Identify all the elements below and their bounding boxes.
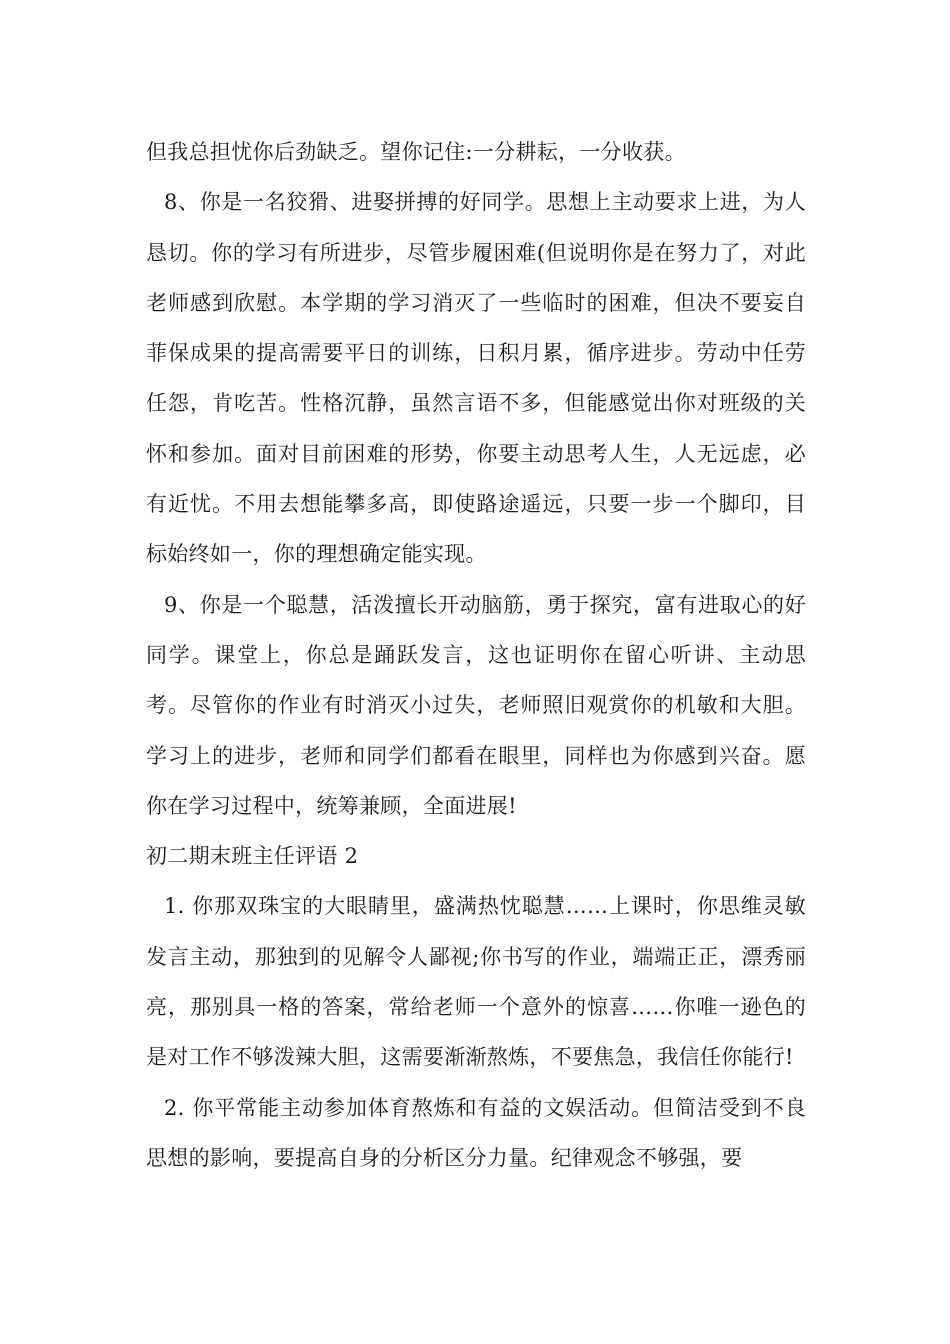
paragraph-section2-comment-2: 2. 你平常能主动参加体育熬炼和有益的文娱活动。但简洁受到不良思想的影响，要提高自身的分析区分力量。纪律观念不够强，要 [146,1095,806,1170]
paragraph-comment-8: 8、你是一名狡猾、进娶拼搏的好同学。思想上主动要求上进，为人恳切。你的学习有所进步，尽管步履困难(但说明你是在努力了，对此老师感到欣慰。本学期的学习消灭了一些临时的困难，但决不要妄自菲保成果的提高需要平日的训练，日积月累，循序进步。劳动中任劳任怨，肯吃苦。性格沉静，虽然言语不多，但能感觉出你对班级的关怀和参加。面对目前困难的形势，你要主动思考人生，人无远虑，必有近忧。不用去想能攀多高，即使路途遥远，只要一步一个脚印，目标始终如一，你的理想确定能实现。 [146,190,806,567]
paragraph-comment-9: 9、你是一个聪慧，活泼擅长开动脑筋，勇于探究，富有进取心的好同学。课堂上，你总是踊跃发言，这也证明你在留心听讲、主动思考。尽管你的作业有时消灭小过失，老师照旧观赏你的机敏和大胆。学习上的进步，老师和同学们都看在眼里，同样也为你感到兴奋。愿你在学习过程中，统筹兼顾，全面进展! [146,592,806,818]
section-heading: 初二期末班主任评语 2 [146,844,359,869]
paragraph-section2-comment-1: 1. 你那双珠宝的大眼睛里，盛满热忱聪慧……上课时，你思维灵敏发言主动，那独到的见解令人鄙视;你书写的作业，端端正正，漂秀丽亮，那别具一格的答案，常给老师一个意外的惊喜……你唯一逊色的是对工作不够泼辣大胆，这需要渐渐熬炼，不要焦急，我信任你能行! [146,894,806,1070]
document-body [146,127,806,1183]
paragraph-continuation: 但我总担忧你后劲缺乏。望你记住:一分耕耘，一分收获。 [146,140,686,164]
